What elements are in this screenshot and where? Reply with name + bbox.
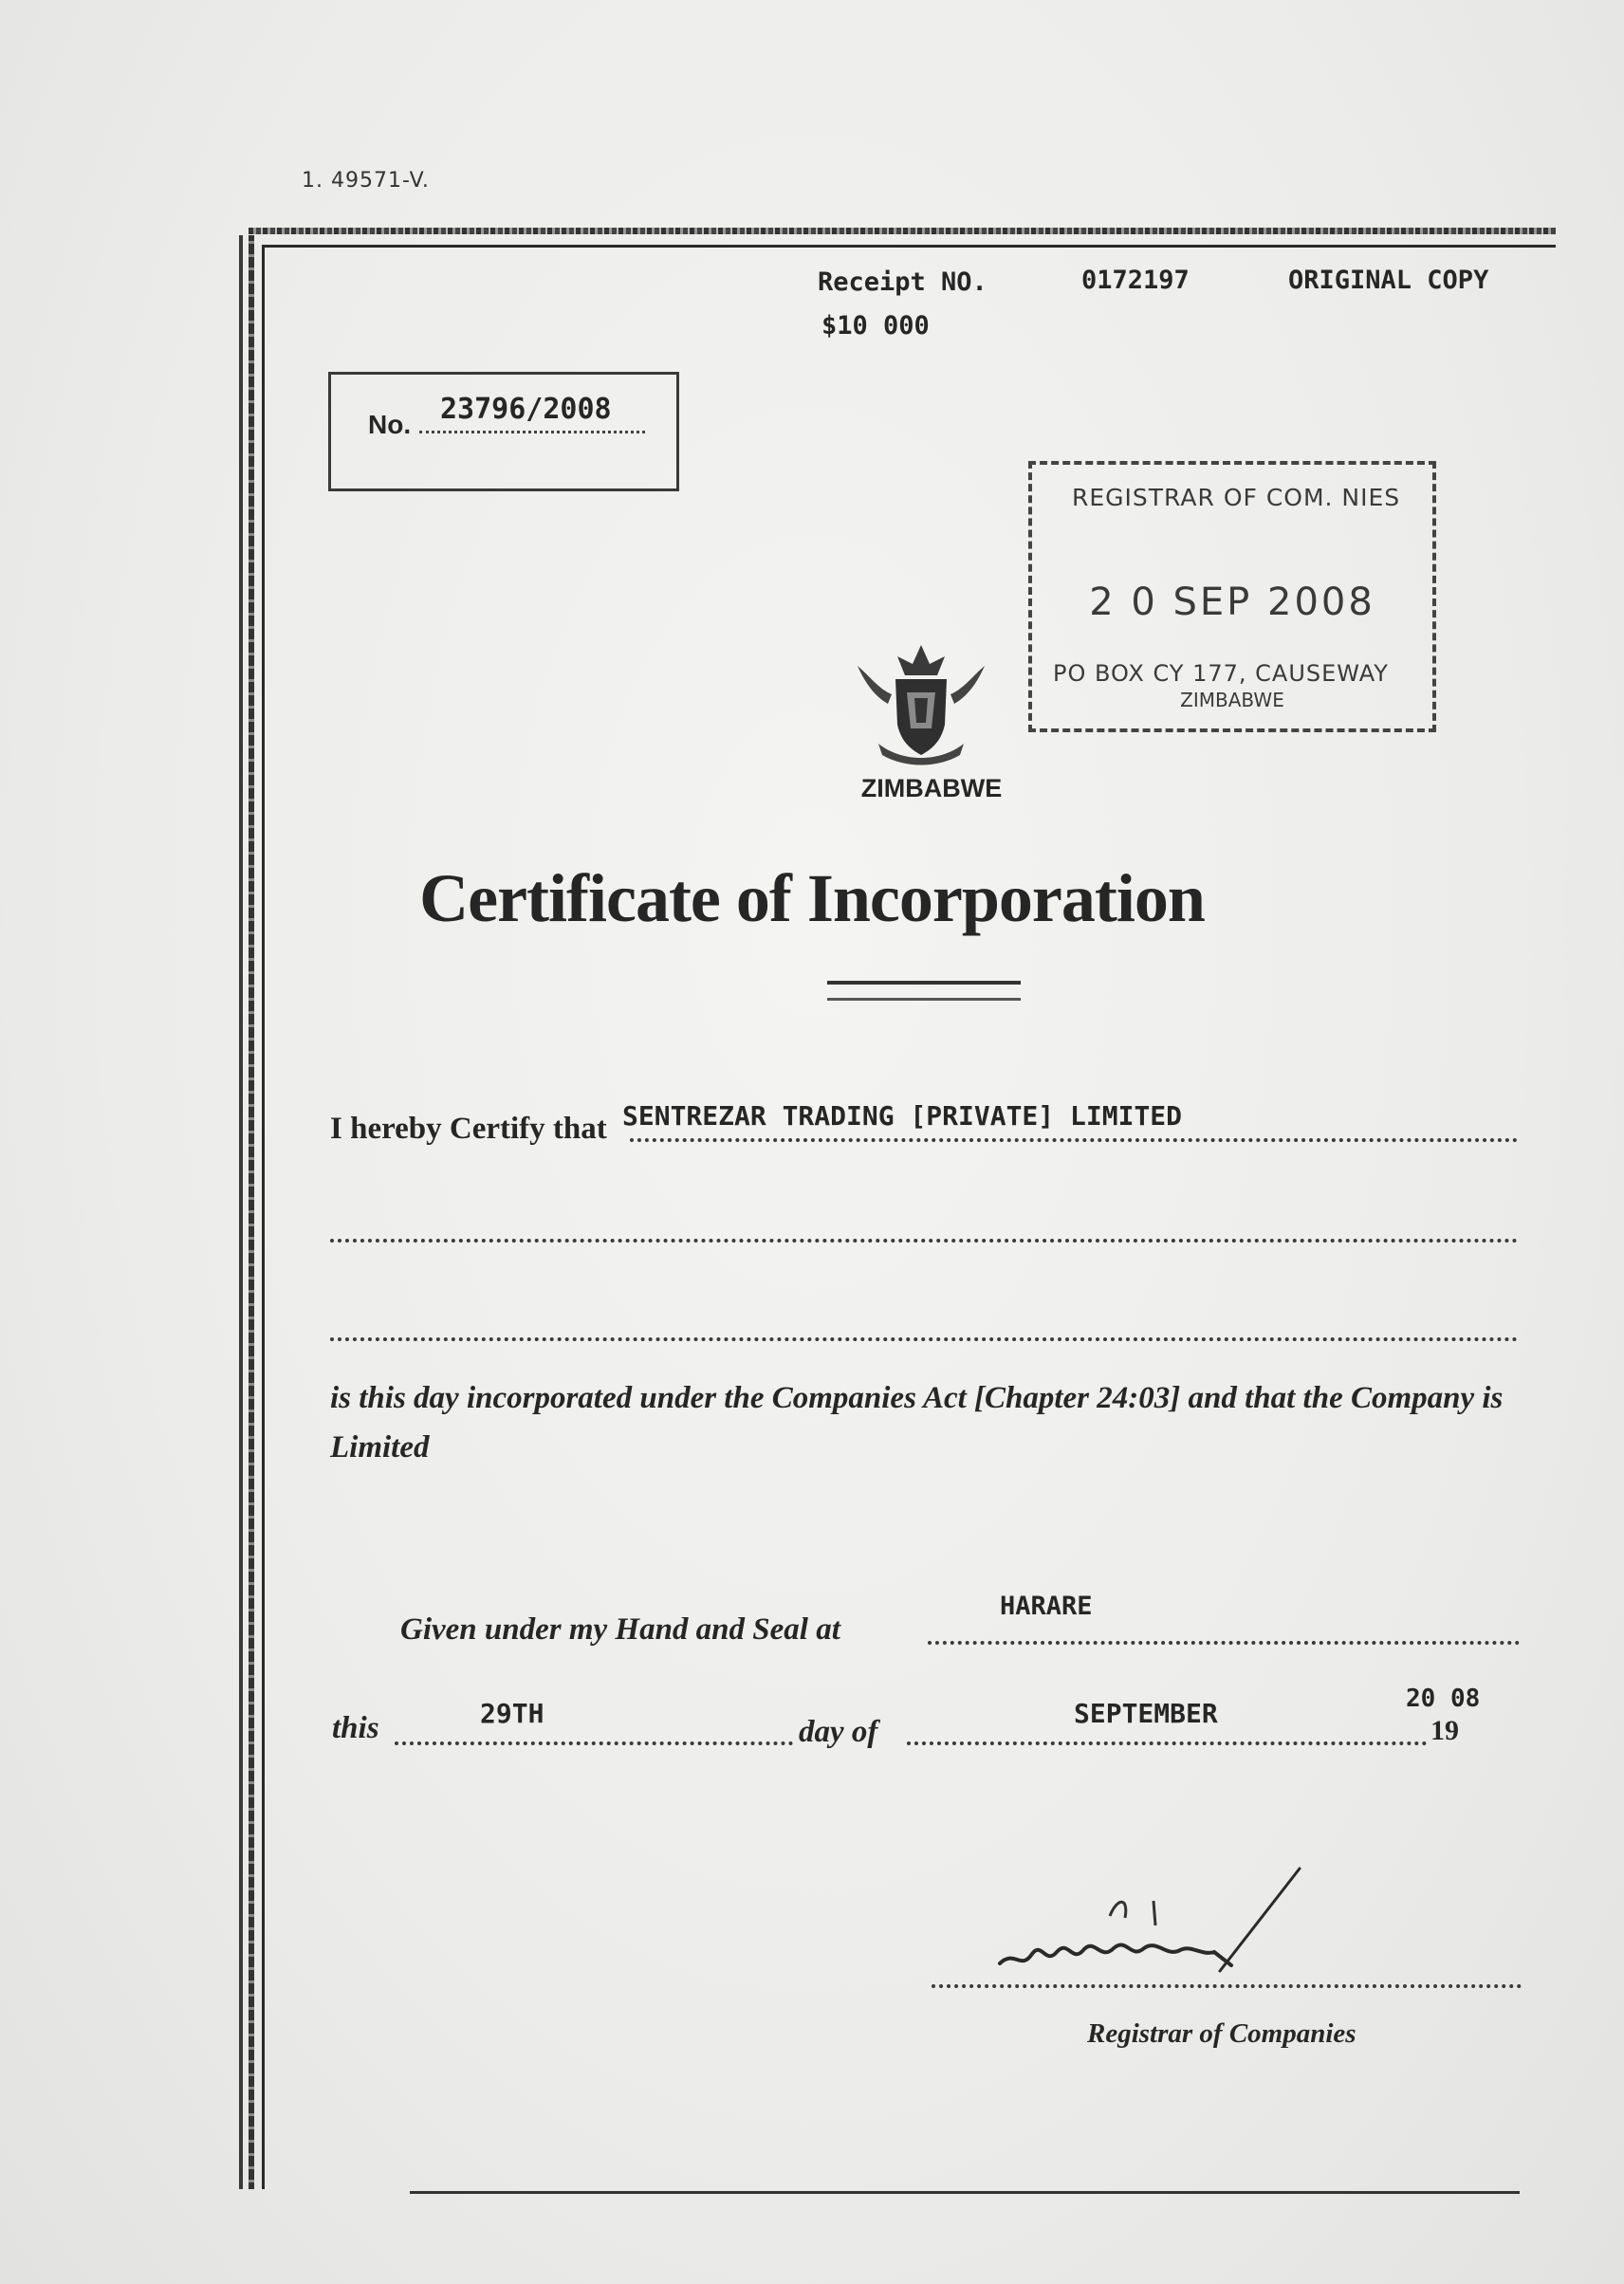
blank-line-1 bbox=[330, 1239, 1518, 1243]
stamp-date: 2 0 SEP 2008 bbox=[1089, 580, 1375, 624]
copy-label: ORIGINAL COPY bbox=[1288, 266, 1489, 295]
certificate-number-label: No. bbox=[368, 410, 412, 439]
title-underline bbox=[827, 981, 1021, 985]
certificate-title: Certificate of Incorporation bbox=[419, 860, 1205, 936]
border-bottom bbox=[410, 2191, 1520, 2194]
border-top-inner bbox=[262, 245, 1556, 248]
place-value: HARARE bbox=[1000, 1592, 1093, 1621]
zimbabwe-coat-of-arms-icon bbox=[850, 637, 992, 770]
country-name: ZIMBABWE bbox=[860, 774, 1003, 802]
registrar-title: Registrar of Companies bbox=[1087, 2018, 1356, 2049]
stamp-address: PO BOX CY 177, CAUSEWAY bbox=[1053, 660, 1389, 687]
year-prefix: 19 bbox=[1430, 1715, 1459, 1746]
day-of-label: day of bbox=[799, 1715, 878, 1749]
border-left-ornament bbox=[249, 235, 254, 2189]
company-name: SENTREZAR TRADING [PRIVATE] LIMITED bbox=[622, 1100, 1183, 1132]
border-top bbox=[249, 228, 1556, 234]
title-underline-second bbox=[827, 998, 1021, 1001]
stamp-office: REGISTRAR OF COM. NIES bbox=[1072, 484, 1401, 511]
day-line bbox=[395, 1741, 793, 1745]
month-value: SEPTEMBER bbox=[1074, 1698, 1218, 1729]
month-line bbox=[907, 1741, 1427, 1745]
year-value: 20 08 bbox=[1406, 1685, 1481, 1713]
given-under-label: Given under my Hand and Seal at bbox=[400, 1612, 840, 1647]
this-label: this bbox=[332, 1711, 379, 1745]
certificate-number-dots bbox=[419, 431, 645, 433]
document-reference: 1. 49571-V. bbox=[302, 169, 430, 193]
signature-line bbox=[932, 1984, 1522, 1988]
border-left bbox=[239, 235, 243, 2189]
stamp-country: ZIMBABWE bbox=[1180, 689, 1284, 711]
border-left-inner bbox=[262, 247, 265, 2189]
certificate-number: 23796/2008 bbox=[440, 393, 612, 426]
registrar-signature bbox=[987, 1859, 1319, 2001]
certify-label: I hereby Certify that bbox=[330, 1112, 607, 1146]
receipt-label: Receipt NO. bbox=[818, 267, 987, 297]
day-value: 29TH bbox=[480, 1698, 544, 1729]
registrar-stamp bbox=[1028, 461, 1436, 732]
place-line bbox=[928, 1641, 1520, 1645]
incorporation-statement: is this day incorporated under the Companies Act [Chapter 24:03] and that the Company is Limited bbox=[330, 1381, 1504, 1464]
company-name-line bbox=[630, 1138, 1518, 1142]
blank-line-2 bbox=[330, 1337, 1518, 1341]
receipt-number: 0172197 bbox=[1081, 266, 1190, 295]
fee-amount: $10 000 bbox=[821, 311, 930, 341]
